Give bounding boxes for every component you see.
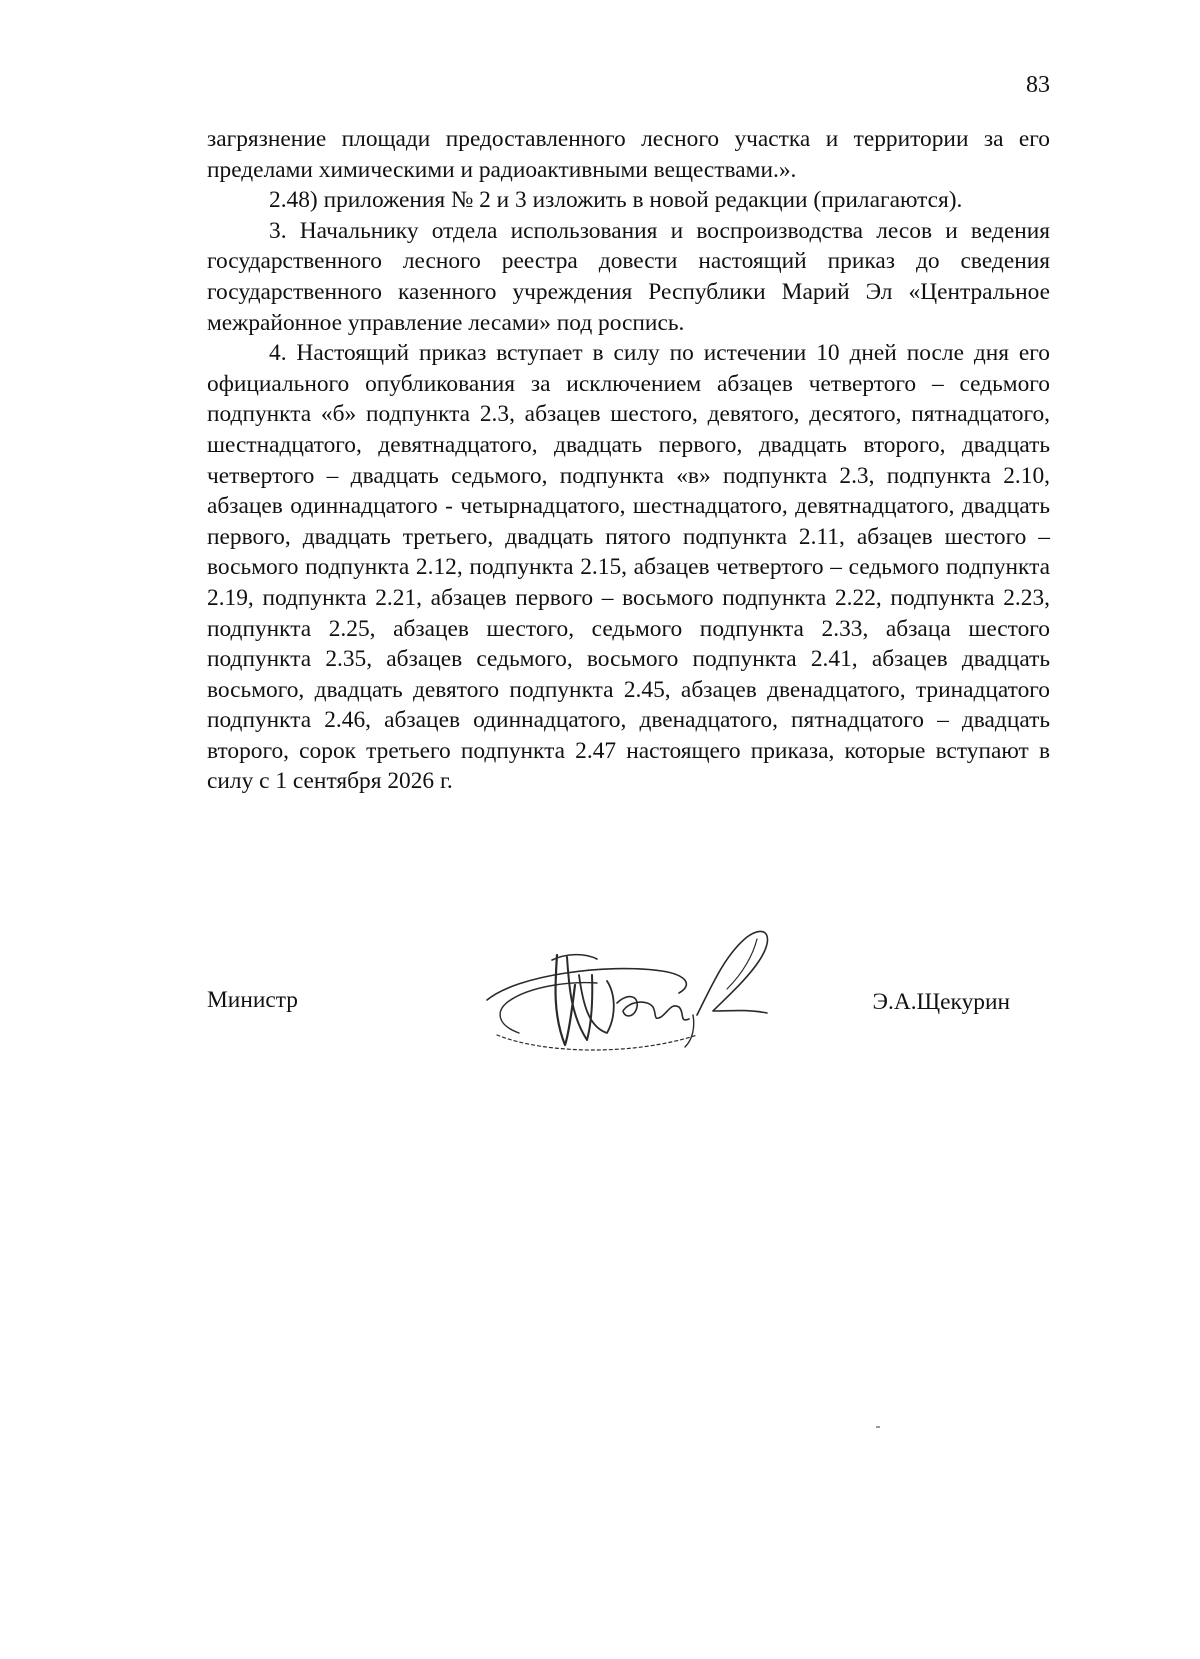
signatory-title: Министр [207, 987, 298, 1013]
signature-stroke [552, 955, 597, 960]
signature-stroke [497, 1035, 697, 1050]
signature-stroke [579, 975, 614, 1033]
signature-stroke [487, 969, 686, 1000]
scan-speck [876, 1426, 880, 1428]
signature-block [207, 915, 1050, 1075]
paragraph-continuation: загрязнение площади предоставленного лесного участка и территории за его пределами химическими и радиоактивными веществами.». [207, 126, 1050, 183]
signatory-name: Э.А.Щекурин [872, 989, 1010, 1015]
paragraph-item-4: 4. Настоящий приказ вступает в силу по истечении 10 дней после дня его официального опубликования за исключением абзацев четвертого – седьмого подпункта «б» подпункта 2.3, абзацев шестого, девятого, десятого, пятнадцатого, шестнадцатого, девятнадцатого, двадцать первого, двадцать второго, двадцать четвертого – двадцать седьмого, подпункта «в» подпункта 2.3, подпункта 2.10, абзацев одиннадцатого - четырнадцатого, шестнадцатого, девятнадцатого, двадцать первого, двадцать третьего, двадцать пятого подпункта 2.11, абзацев шестого – восьмого подпункта 2.12, подпункта 2.15, абзацев четвертого – седьмого подпункта 2.19, подпункта 2.21, абзацев первого – восьмого подпункта 2.22, подпункта 2.23, подпункта 2.25, абзацев шестого, седьмого подпункта 2.33, абзаца шестого подпункта 2.35, абзацев седьмого, восьмого подпункта 2.41, абзацев двадцать восьмого, двадцать девятого подпункта 2.45, абзацев двенадцатого, тринадцатого подпункта 2.46, абзацев одиннадцатого, двенадцатого, пятнадцатого – двадцать второго, сорок третьего подпункта 2.47 настоящего приказа, которые вступают в силу с 1 сентября 2026 г. [207, 340, 1050, 795]
document-body [207, 124, 1050, 797]
handwritten-signature [457, 915, 797, 1075]
paragraph-item-3: 3. Начальнику отдела использования и воспроизводства лесов и ведения государственного лесного реестра довести настоящий приказ до сведения государственного казенного учреждения Республики Марий Эл «Центральное межрайонное управление лесами» под роспись. [207, 217, 1050, 336]
signature-stroke [617, 997, 689, 1020]
signature-stroke [500, 983, 597, 1033]
paragraph-item-2-48: 2.48) приложения № 2 и 3 изложить в новой редакции (прилагаются). [269, 187, 963, 214]
page-number: 83 [1026, 72, 1050, 98]
signature-stroke [697, 931, 768, 1015]
